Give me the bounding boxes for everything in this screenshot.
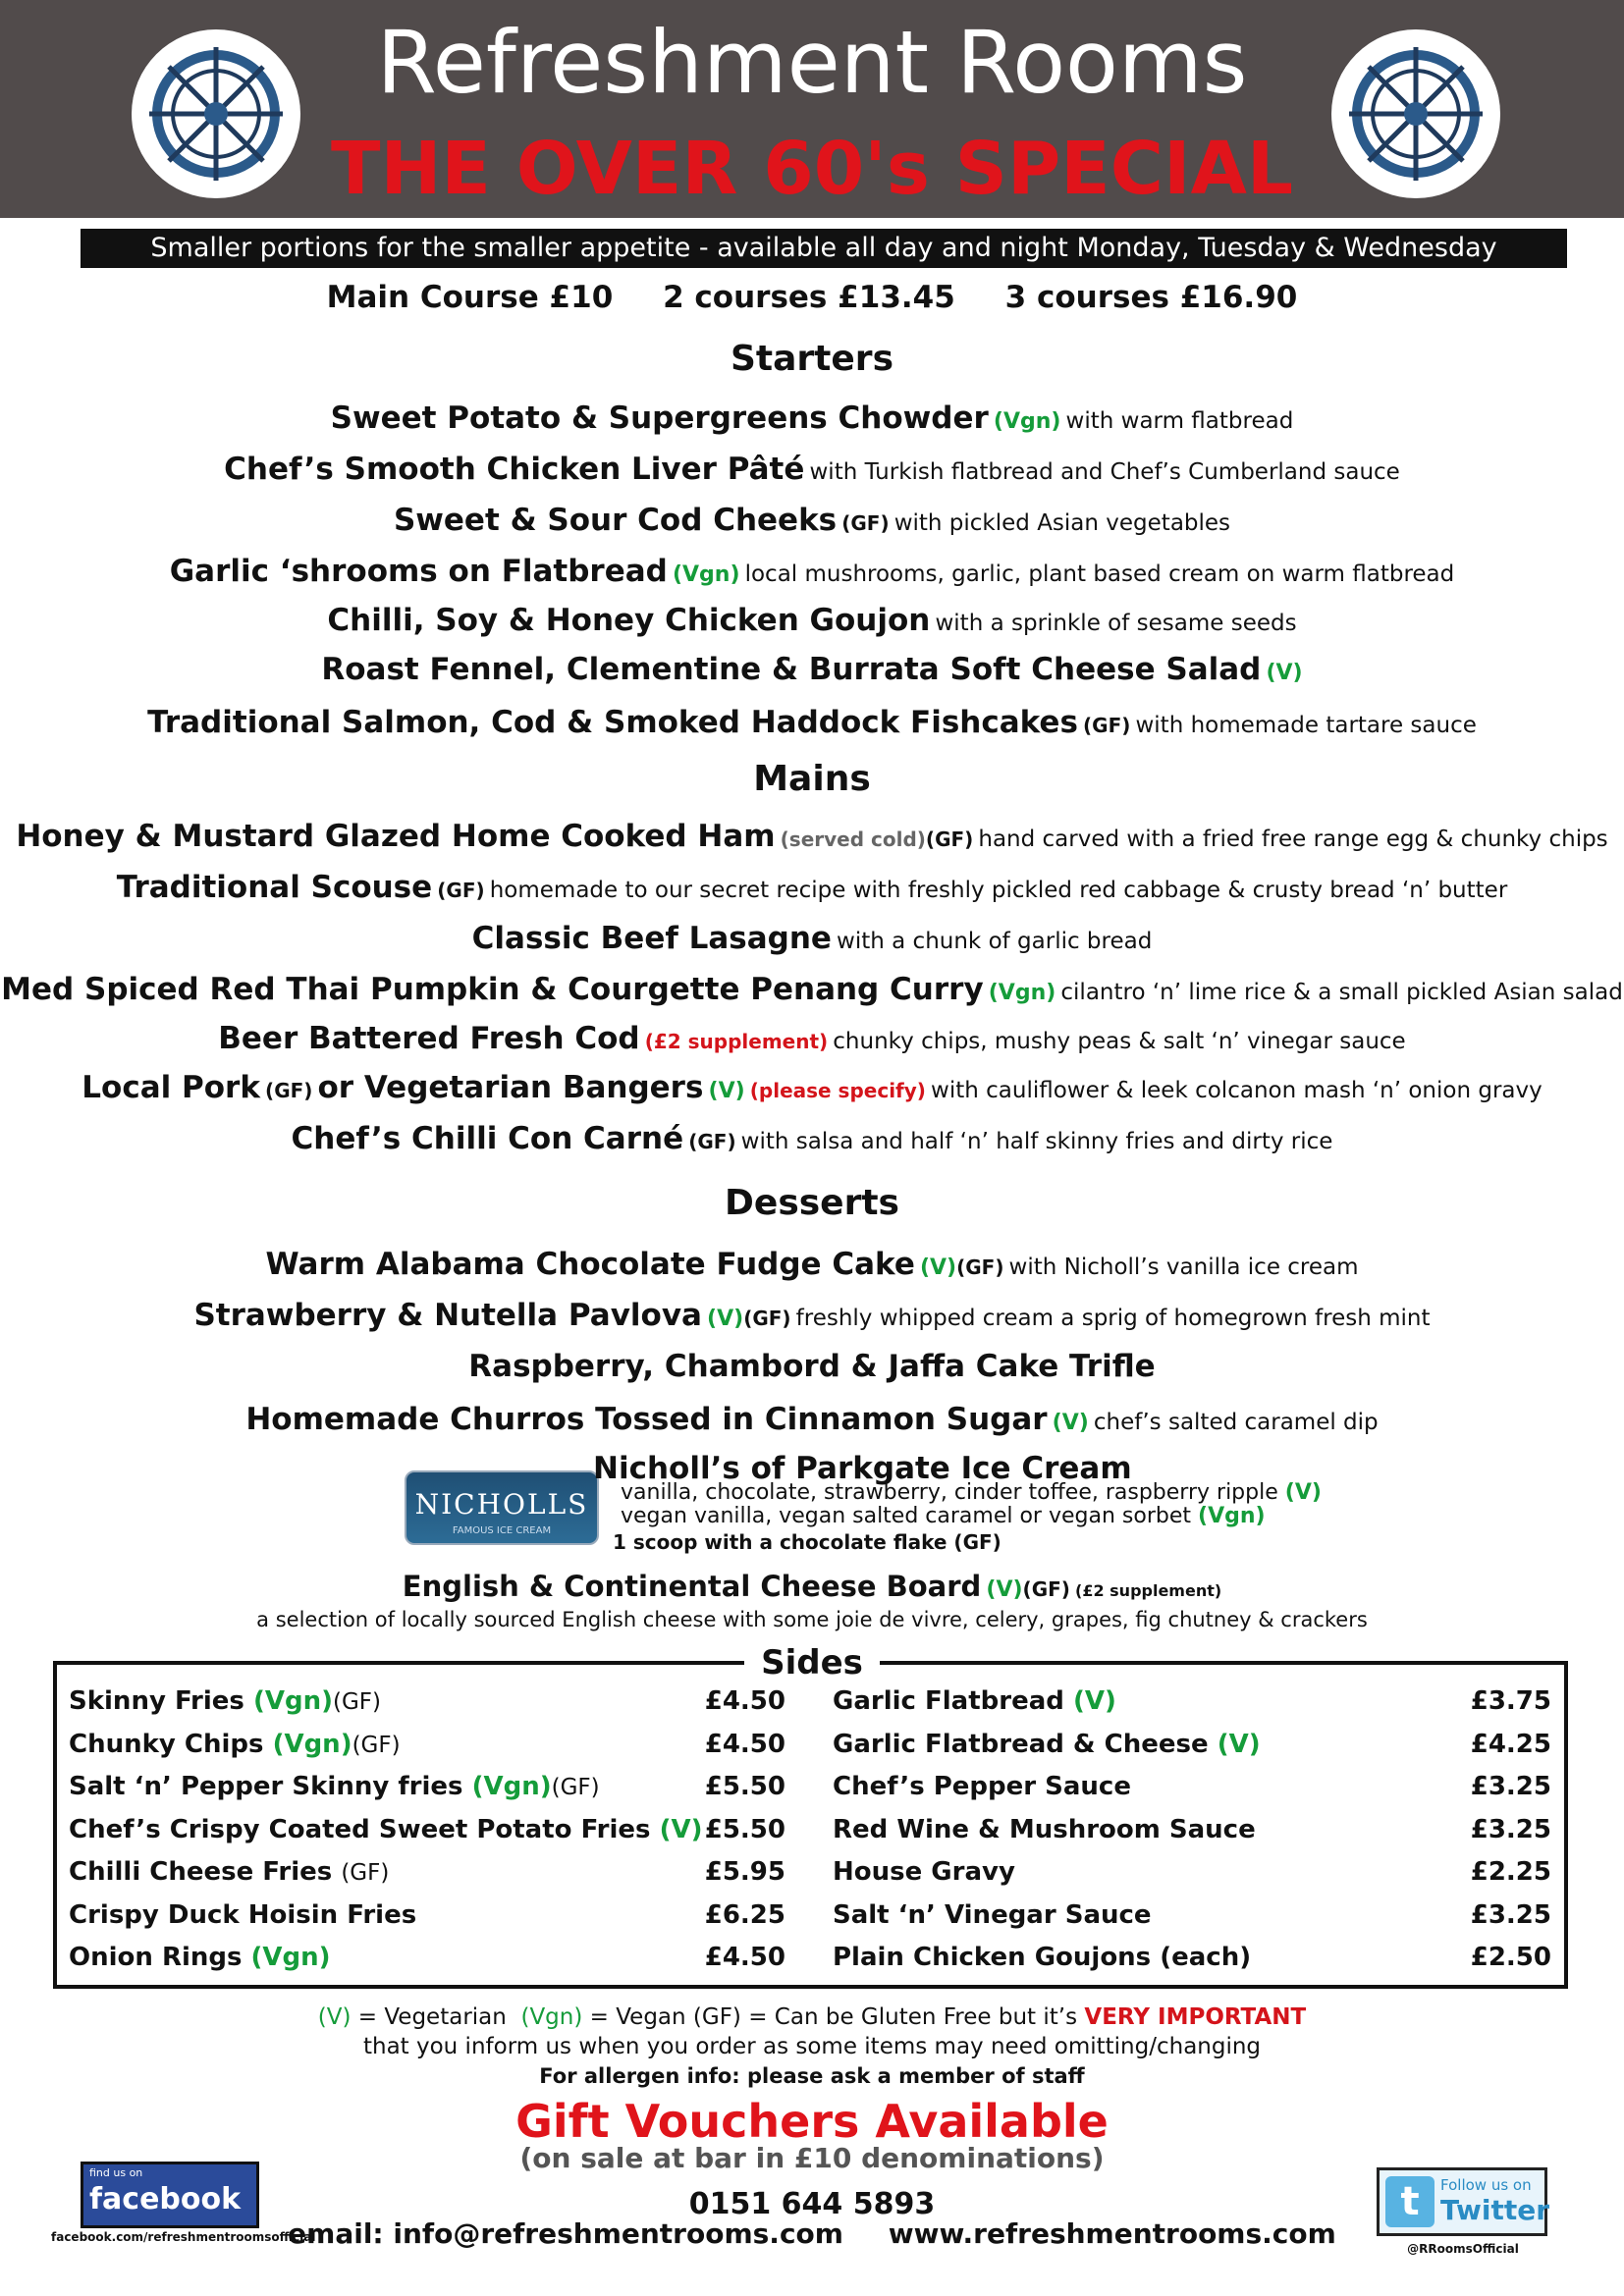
dietary-legend: (V) = Vegetarian (Vgn) = Vegan (GF) = Can be Gluten Free but it’s VERY IMPORTANT (317, 2004, 1307, 2030)
twitter-handle[interactable]: @RRoomsOfficial (1407, 2242, 1519, 2256)
side-price: £6.25 (704, 1899, 785, 1930)
side-item: Onion Rings (Vgn) (69, 1943, 331, 1972)
side-price: £5.50 (704, 1772, 785, 1801)
side-item: Chef’s Pepper Sauce (833, 1772, 1131, 1801)
dietary-legend-line2: that you inform us when you order as some items may need omitting/changing (362, 2034, 1262, 2059)
facebook-url[interactable]: facebook.com/refreshmentroomsofficial (51, 2230, 316, 2244)
side-price: £3.25 (1470, 1899, 1551, 1930)
nicholls-vegan-flavours: vegan vanilla, vegan salted caramel or vegan sorbet (Vgn) (621, 1504, 1266, 1528)
menu-item: Honey & Mustard Glazed Home Cooked Ham (served cold)(GF) hand carved with a fried free range egg & chunky chips (16, 819, 1608, 854)
menu-item: Strawberry & Nutella Pavlova (V)(GF) freshly whipped cream a sprig of homegrown fresh mint (193, 1298, 1431, 1333)
side-item: Garlic Flatbread & Cheese (V) (833, 1729, 1261, 1759)
menu-item: Traditional Scouse (GF) homemade to our secret recipe with freshly pickled red cabbage & crusty bread ‘n’ butter (116, 870, 1508, 905)
website-link[interactable]: www.refreshmentrooms.com (888, 2217, 1336, 2250)
side-item: Salt ‘n’ Pepper Skinny fries (Vgn)(GF) (69, 1772, 600, 1801)
availability-banner: Smaller portions for the smaller appetite - available all day and night Monday, Tuesday & Wednesday (81, 229, 1567, 268)
section-title-starters: Starters (731, 339, 893, 379)
side-item: Plain Chicken Goujons (each) (833, 1943, 1252, 1972)
side-item: Red Wine & Mushroom Sauce (833, 1814, 1256, 1844)
twitter-badge[interactable]: t Follow us on Twitter (1377, 2167, 1547, 2236)
side-price: £3.75 (1470, 1686, 1551, 1716)
side-price: £3.25 (1470, 1814, 1551, 1844)
nicholls-logo: NICHOLLS FAMOUS ICE CREAM (405, 1470, 599, 1545)
side-item: Salt ‘n’ Vinegar Sauce (833, 1899, 1152, 1930)
gift-vouchers-subtitle: (on sale at bar in £10 denominations) (519, 2142, 1105, 2174)
side-price: £5.95 (704, 1857, 785, 1887)
facebook-badge[interactable]: find us on facebook (81, 2162, 259, 2228)
menu-item: Chef’s Smooth Chicken Liver Pâté with Turkish flatbread and Chef’s Cumberland sauce (224, 452, 1400, 487)
special-title: THE OVER 60's SPECIAL (331, 127, 1293, 211)
side-price: £2.25 (1470, 1857, 1551, 1887)
side-price: £4.25 (1470, 1729, 1551, 1759)
menu-item-cheese-board: English & Continental Cheese Board (V)(GF) (£2 supplement) (402, 1570, 1222, 1603)
menu-item: Chilli, Soy & Honey Chicken Goujon with a sprinkle of sesame seeds (327, 603, 1297, 638)
menu-item: Sweet Potato & Supergreens Chowder (Vgn) with warm flatbread (330, 400, 1294, 436)
section-title-sides: Sides (744, 1643, 880, 1682)
menu-item: Roast Fennel, Clementine & Burrata Soft Cheese Salad (V) (321, 652, 1303, 687)
phone-number: 0151 644 5893 (688, 2187, 936, 2221)
price-two-courses: 2 courses £13.45 (663, 280, 955, 315)
brand-title: Refreshment Rooms (376, 12, 1248, 113)
course-prices (0, 277, 1624, 318)
side-item: Chunky Chips (Vgn)(GF) (69, 1729, 401, 1759)
menu-item: Beer Battered Fresh Cod (£2 supplement) chunky chips, mushy peas & salt ‘n’ vinegar sauce (218, 1021, 1406, 1056)
email-address[interactable]: email: info@refreshmentrooms.com (288, 2217, 843, 2250)
side-item: Garlic Flatbread (V) (833, 1686, 1116, 1716)
side-item: House Gravy (833, 1857, 1015, 1887)
side-price: £5.50 (704, 1814, 785, 1844)
menu-item: Traditional Salmon, Cod & Smoked Haddock Fishcakes (GF) with homemade tartare sauce (147, 705, 1477, 740)
cheese-board-description: a selection of locally sourced English cheese with some joie de vivre, celery, grapes, fig chutney & crackers (256, 1608, 1368, 1631)
section-title-desserts: Desserts (725, 1183, 899, 1223)
section-title-mains: Mains (753, 759, 871, 799)
side-item: Skinny Fries (Vgn)(GF) (69, 1686, 381, 1716)
nicholls-scoop: 1 scoop with a chocolate flake (GF) (613, 1530, 1001, 1554)
allergen-info: For allergen info: please ask a member of staff (539, 2064, 1085, 2088)
menu-item: Med Spiced Red Thai Pumpkin & Courgette Penang Curry (Vgn) cilantro ‘n’ lime rice & a small pickled Asian salad (1, 972, 1623, 1007)
price-main: Main Course £10 (326, 280, 614, 315)
menu-item: Sweet & Sour Cod Cheeks (GF) with pickled Asian vegetables (393, 503, 1231, 538)
nicholls-flavours: vanilla, chocolate, strawberry, cinder toffee, raspberry ripple (V) (621, 1480, 1322, 1505)
side-item: Chilli Cheese Fries (GF) (69, 1857, 390, 1887)
side-item: Chef’s Crispy Coated Sweet Potato Fries (V) (69, 1814, 703, 1844)
nicholls-title: Nicholl’s of Parkgate Ice Cream (593, 1451, 1132, 1486)
side-price: £2.50 (1470, 1943, 1551, 1972)
gift-vouchers-title: Gift Vouchers Available (515, 2095, 1109, 2148)
side-price: £4.50 (704, 1943, 785, 1972)
side-item: Crispy Duck Hoisin Fries (69, 1899, 417, 1930)
facebook-icon: facebook (89, 2182, 242, 2216)
menu-item: Local Pork (GF) or Vegetarian Bangers (V) (please specify) with cauliflower & leek colcanon mash ‘n’ onion gravy (81, 1070, 1543, 1105)
menu-item: Raspberry, Chambord & Jaffa Cake Trifle (468, 1349, 1156, 1384)
side-price: £4.50 (704, 1686, 785, 1716)
menu-item: Classic Beef Lasagne with a chunk of garlic bread (471, 921, 1153, 956)
side-price: £4.50 (704, 1729, 785, 1759)
side-price: £3.25 (1470, 1772, 1551, 1801)
price-three-courses: 3 courses £16.90 (1004, 280, 1298, 315)
menu-item: Warm Alabama Chocolate Fudge Cake (V)(GF) with Nicholl’s vanilla ice cream (265, 1247, 1359, 1282)
menu-item: Chef’s Chilli Con Carné (GF) with salsa and half ‘n’ half skinny fries and dirty rice (291, 1121, 1333, 1156)
twitter-bird-icon: t (1385, 2176, 1435, 2227)
menu-item: Homemade Churros Tossed in Cinnamon Sugar (V) chef’s salted caramel dip (245, 1402, 1379, 1437)
menu-item: Garlic ‘shrooms on Flatbread (Vgn) local mushrooms, garlic, plant based cream on warm flatbread (169, 554, 1455, 589)
